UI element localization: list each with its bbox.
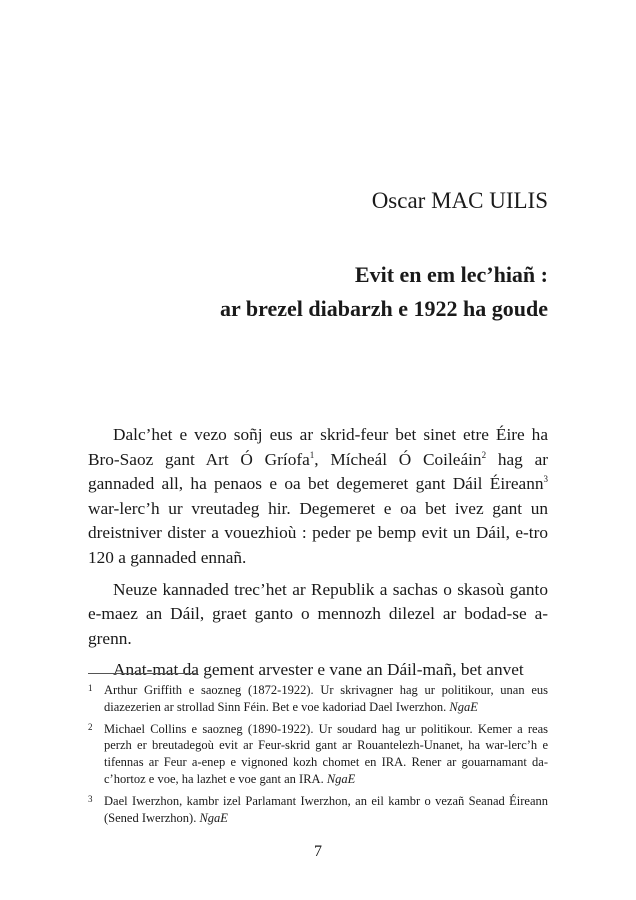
footnote-3 bbox=[88, 793, 548, 827]
author-name: Oscar MAC UILIS bbox=[371, 188, 548, 213]
paragraph-3: Anat-mat da gement arvester e vane an Dáil-mañ, bet anvet bbox=[113, 660, 524, 680]
footnote-tag: NgaE bbox=[326, 771, 356, 786]
footnote-tag: NgaE bbox=[199, 810, 228, 825]
footnote-2 bbox=[88, 721, 548, 788]
footnote-ref-2: 2 bbox=[481, 449, 487, 460]
paragraph-1-part-a: Dalc’het e vezo soñj eus ar skrid-feur bet sinet etre Éire ha Bro-Saoz gant Art Ó Gríofa bbox=[88, 425, 548, 469]
paragraph-2: Neuze kannaded trec’het ar Republik a sachas o skasoù ganto e-maez an Dáil, graet ganto o mennozh dilezel ar bodad-se a-grenn. bbox=[88, 579, 548, 648]
footnote-text: Arthur Griffith e saozneg (1872-1922). Ur skrivagner hag ur politikour, unan eus diazezerien ar strollad Sinn Féin. Bet e voe kadoriad Dael Iwerzhon. bbox=[104, 683, 548, 714]
footnote-tag: NgaE bbox=[449, 699, 478, 714]
footnote-1 bbox=[88, 682, 548, 716]
chapter-title bbox=[220, 258, 548, 326]
footnotes bbox=[88, 682, 548, 831]
body-text bbox=[88, 423, 548, 683]
footnote-number: 2 bbox=[88, 721, 93, 732]
paragraph-1 bbox=[88, 423, 548, 571]
footnote-ref-1: 1 bbox=[309, 449, 315, 460]
footnote-divider bbox=[88, 673, 198, 674]
paragraph-1-part-b: , Mícheál Ó Coileáin bbox=[314, 449, 482, 469]
footnote-ref-3: 3 bbox=[543, 474, 548, 485]
footnote-number: 1 bbox=[88, 683, 93, 693]
footnote-text: Michael Collins e saozneg (1890-1922). Ur soudard hag ur politikour. Kemer a reas perzh er breutadegoù evit ar Feur-skrid gant ar Rouantelezh-Unanet, ha war-lerc’h e tifennas ar Feur a-enep e vignoned kozh chomet en IRA. Rener ar gouarnamant da-c’hortoz e voe, ha lazhet e voe gant an IRA. bbox=[104, 721, 548, 786]
footnote-text: Dael Iwerzhon, kambr izel Parlamant Iwerzhon, an eil kambr o vezañ Seanad Éireann (Sened Iwerzhon). bbox=[104, 793, 548, 825]
chapter-title-line-2: ar brezel diabarzh e 1922 ha goude bbox=[220, 296, 548, 321]
paragraph-1-part-c: hag ar gannaded all, ha penaos e oa bet degemeret gant Dáil Éireann bbox=[88, 449, 548, 494]
page-number: 7 bbox=[314, 843, 322, 860]
chapter-title-line-1: Evit en em lec’hiañ : bbox=[354, 262, 548, 287]
paragraph-1-part-d: war-lerc’h ur vreutadeg hir. Degemeret e oa bet ivez gant un dreistniver dister a vouezhioù : peder pe bemp evit un Dáil, e-tro 120 a gannaded ennañ. bbox=[88, 498, 548, 567]
footnote-number: 3 bbox=[88, 793, 93, 804]
